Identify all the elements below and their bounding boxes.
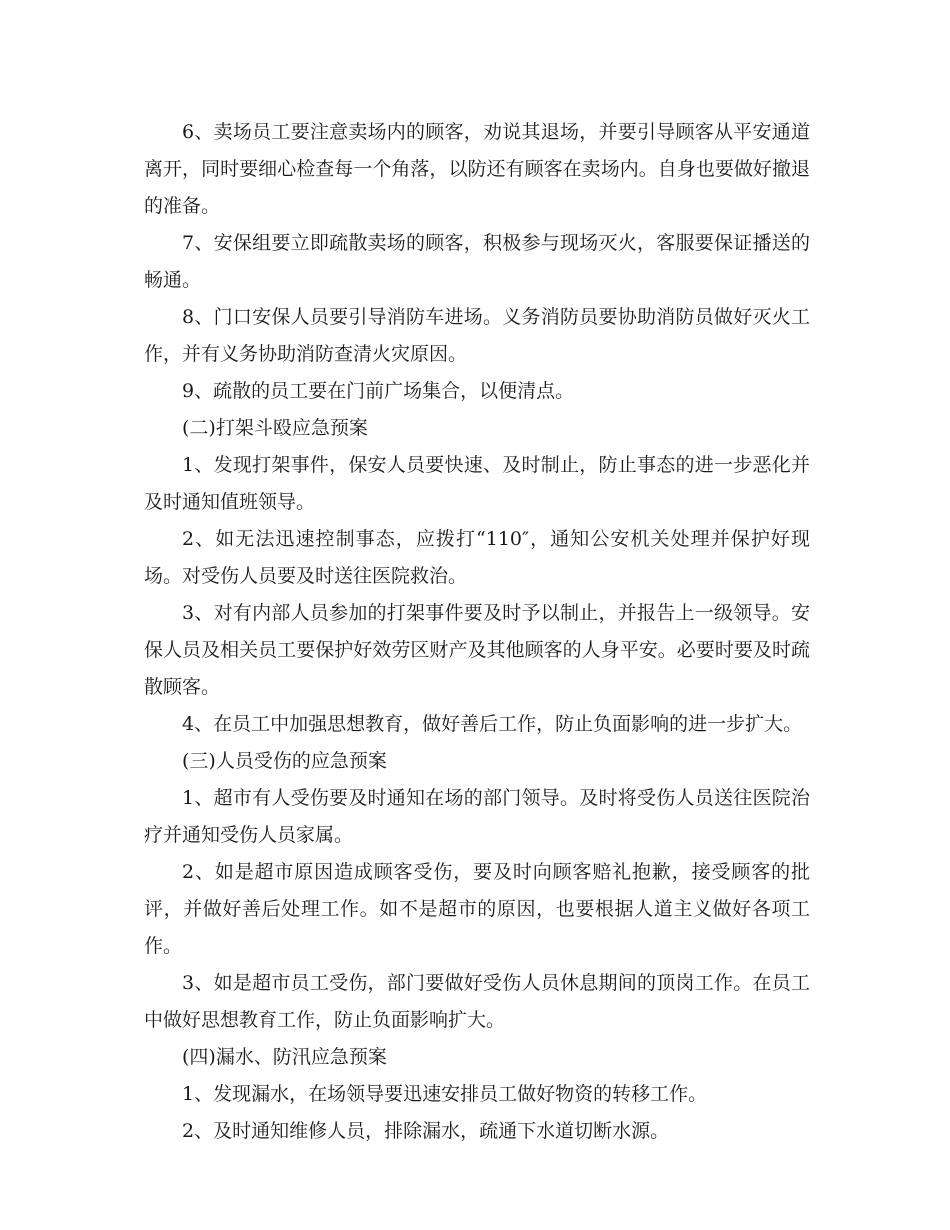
paragraph-leak-1: 1、发现漏水，在场领导要迅速安排员工做好物资的转移工作。 — [182, 1083, 708, 1105]
paragraph-fire-6: 6、卖场员工要注意卖场内的顾客，劝说其退场，并要引导顾客从平安通道离开，同时要细心检查每一个角落，以防还有顾客在卖场内。自身也要做好撤退的准备。 — [144, 121, 810, 217]
paragraph-leak-2: 2、及时通知维修人员，排除漏水，疏通下水道切断水源。 — [182, 1120, 670, 1142]
section-heading-fight: (二)打架斗殴应急预案 — [182, 417, 368, 439]
paragraph-fire-9: 9、疏散的员工要在门前广场集合，以便清点。 — [182, 380, 575, 402]
paragraph-injury-3: 3、如是超市员工受伤，部门要做好受伤人员休息期间的顶岗工作。在员工中做好思想教育工作，防止负面影响扩大。 — [144, 972, 810, 1031]
paragraph-fight-2: 2、如无法迅速控制事态，应拨打“110″，通知公安机关处理并保护好现场。对受伤人员要及时送往医院救治。 — [144, 528, 810, 587]
section-heading-leak: (四)漏水、防汛应急预案 — [182, 1046, 387, 1068]
paragraph-fight-1: 1、发现打架事件，保安人员要快速、及时制止，防止事态的进一步恶化并及时通知值班领导。 — [144, 454, 810, 513]
document-body — [144, 114, 810, 1150]
paragraph-fire-8: 8、门口安保人员要引导消防车进场。义务消防员要协助消防员做好灭火工作，并有义务协助消防查清火灾原因。 — [144, 306, 810, 365]
paragraph-injury-1: 1、超市有人受伤要及时通知在场的部门领导。及时将受伤人员送往医院治疗并通知受伤人员家属。 — [144, 787, 810, 846]
section-heading-injury: (三)人员受伤的应急预案 — [182, 750, 387, 772]
paragraph-injury-2: 2、如是超市原因造成顾客受伤，要及时向顾客赔礼抱歉，接受顾客的批评，并做好善后处理工作。如不是超市的原因，也要根据人道主义做好各项工作。 — [144, 861, 810, 957]
paragraph-fight-3: 3、对有内部人员参加的打架事件要及时予以制止，并报告上一级领导。安保人员及相关员工要保护好效劳区财产及其他顾客的人身平安。必要时要及时疏散顾客。 — [144, 602, 810, 698]
paragraph-fire-7: 7、安保组要立即疏散卖场的顾客，积极参与现场灭火，客服要保证播送的畅通。 — [144, 232, 810, 291]
paragraph-fight-4: 4、在员工中加强思想教育，做好善后工作，防止负面影响的进一步扩大。 — [182, 713, 803, 735]
